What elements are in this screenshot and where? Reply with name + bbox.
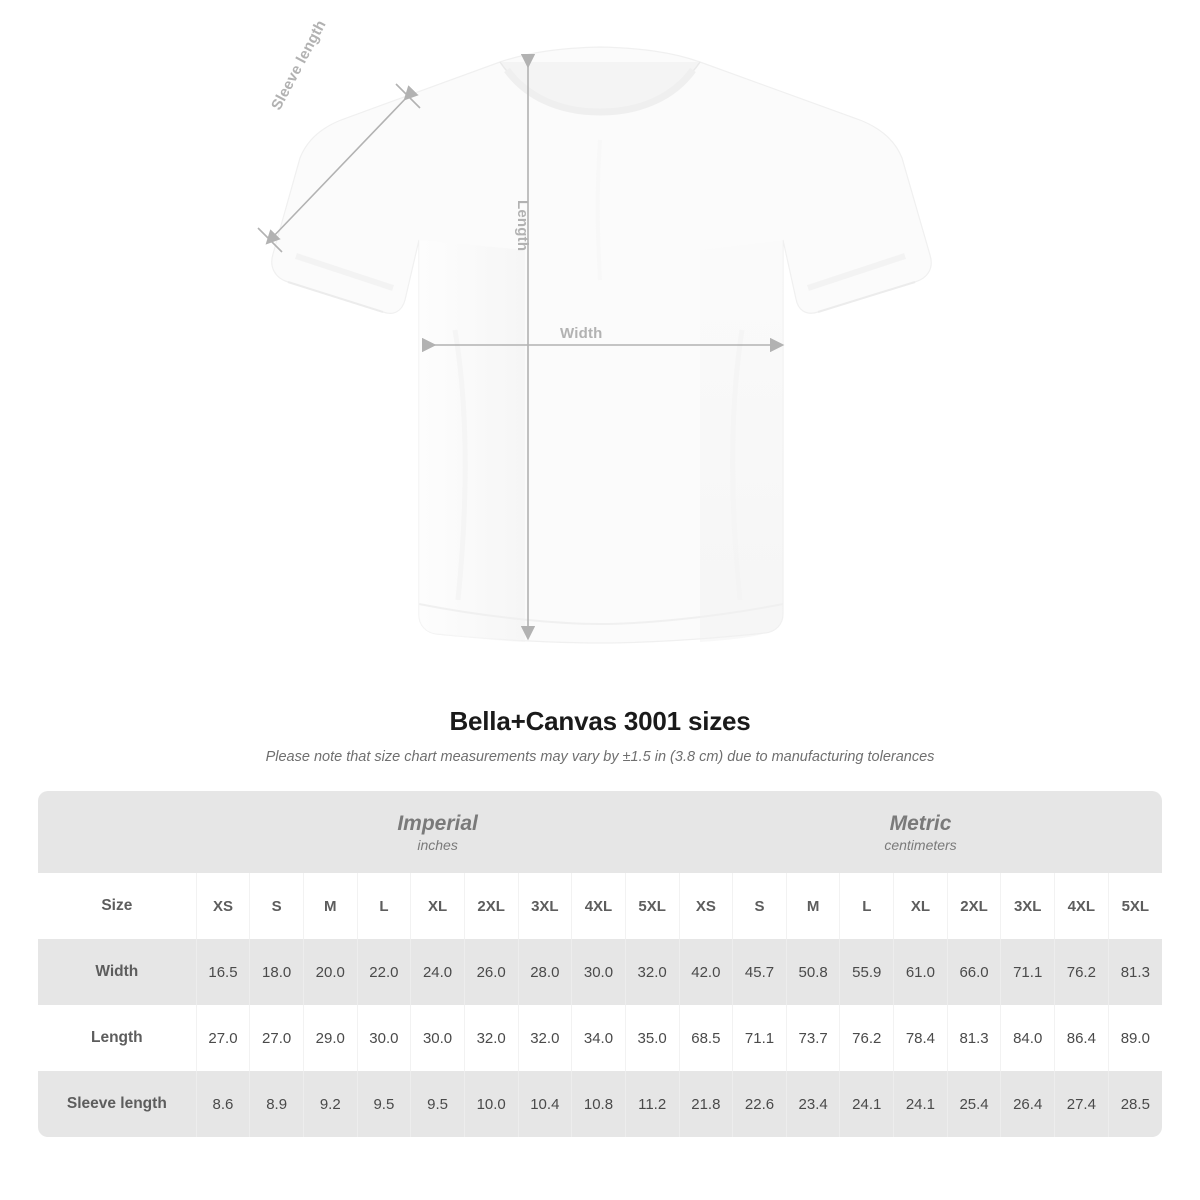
cell-width-metric-4xl: 76.2 bbox=[1055, 939, 1109, 1005]
cell-width-metric-m: 50.8 bbox=[786, 939, 840, 1005]
unit-header-metric bbox=[679, 791, 1162, 873]
cell-sleeve-metric-2xl: 25.4 bbox=[947, 1071, 1001, 1137]
size-cell-imperial-4xl: 4XL bbox=[572, 873, 626, 939]
size-cell-metric-xl: XL bbox=[894, 873, 948, 939]
unit-name-metric: Metric bbox=[889, 811, 952, 835]
cell-sleeve-metric-xs: 21.8 bbox=[679, 1071, 733, 1137]
cell-length-imperial-3xl: 32.0 bbox=[518, 1005, 572, 1071]
table-row bbox=[38, 1071, 1162, 1137]
cell-width-imperial-l: 22.0 bbox=[357, 939, 411, 1005]
cell-length-imperial-2xl: 32.0 bbox=[464, 1005, 518, 1071]
cell-length-imperial-xl: 30.0 bbox=[411, 1005, 465, 1071]
cell-length-metric-l: 76.2 bbox=[840, 1005, 894, 1071]
cell-sleeve-metric-s: 22.6 bbox=[733, 1071, 787, 1137]
size-cell-metric-4xl: 4XL bbox=[1055, 873, 1109, 939]
size-cell-imperial-5xl: 5XL bbox=[625, 873, 679, 939]
size-cell-imperial-l: L bbox=[357, 873, 411, 939]
cell-width-imperial-m: 20.0 bbox=[303, 939, 357, 1005]
unit-name-imperial: Imperial bbox=[397, 811, 478, 835]
size-cell-metric-2xl: 2XL bbox=[947, 873, 1001, 939]
size-table-wrapper bbox=[38, 791, 1162, 1137]
cell-length-metric-4xl: 86.4 bbox=[1055, 1005, 1109, 1071]
cell-length-metric-5xl: 89.0 bbox=[1108, 1005, 1162, 1071]
cell-width-metric-xl: 61.0 bbox=[894, 939, 948, 1005]
size-cell-imperial-s: S bbox=[250, 873, 304, 939]
cell-length-imperial-s: 27.0 bbox=[250, 1005, 304, 1071]
cell-sleeve-imperial-5xl: 11.2 bbox=[625, 1071, 679, 1137]
size-cell-metric-5xl: 5XL bbox=[1108, 873, 1162, 939]
cell-length-imperial-l: 30.0 bbox=[357, 1005, 411, 1071]
cell-sleeve-imperial-3xl: 10.4 bbox=[518, 1071, 572, 1137]
cell-width-metric-3xl: 71.1 bbox=[1001, 939, 1055, 1005]
page-title: Bella+Canvas 3001 sizes bbox=[449, 706, 751, 736]
cell-length-metric-s: 71.1 bbox=[733, 1005, 787, 1071]
cell-sleeve-metric-m: 23.4 bbox=[786, 1071, 840, 1137]
cell-length-imperial-5xl: 35.0 bbox=[625, 1005, 679, 1071]
cell-length-imperial-4xl: 34.0 bbox=[572, 1005, 626, 1071]
cell-width-imperial-xl: 24.0 bbox=[411, 939, 465, 1005]
cell-width-metric-2xl: 66.0 bbox=[947, 939, 1001, 1005]
cell-width-imperial-s: 18.0 bbox=[250, 939, 304, 1005]
cell-width-imperial-4xl: 30.0 bbox=[572, 939, 626, 1005]
cell-length-metric-xs: 68.5 bbox=[679, 1005, 733, 1071]
cell-sleeve-imperial-xs: 8.6 bbox=[196, 1071, 250, 1137]
cell-length-metric-3xl: 84.0 bbox=[1001, 1005, 1055, 1071]
unit-header-spacer bbox=[38, 791, 196, 873]
cell-sleeve-imperial-m: 9.2 bbox=[303, 1071, 357, 1137]
cell-length-metric-2xl: 81.3 bbox=[947, 1005, 1001, 1071]
size-cell-imperial-xl: XL bbox=[411, 873, 465, 939]
row-label-width: Width bbox=[38, 939, 196, 1005]
size-cell-metric-s: S bbox=[733, 873, 787, 939]
cell-sleeve-imperial-4xl: 10.8 bbox=[572, 1071, 626, 1137]
tolerance-note: Please note that size chart measurements may vary by ±1.5 in (3.8 cm) due to manufacturing tolerances bbox=[265, 749, 935, 765]
size-chart-table bbox=[38, 791, 1162, 1137]
size-cell-metric-xs: XS bbox=[679, 873, 733, 939]
size-cell-imperial-3xl: 3XL bbox=[518, 873, 572, 939]
cell-sleeve-metric-3xl: 26.4 bbox=[1001, 1071, 1055, 1137]
cell-width-imperial-2xl: 26.0 bbox=[464, 939, 518, 1005]
size-cell-metric-3xl: 3XL bbox=[1001, 873, 1055, 939]
size-cell-metric-m: M bbox=[786, 873, 840, 939]
cell-length-imperial-m: 29.0 bbox=[303, 1005, 357, 1071]
cell-width-metric-xs: 42.0 bbox=[679, 939, 733, 1005]
table-unit-header-row bbox=[38, 791, 1162, 873]
cell-sleeve-metric-xl: 24.1 bbox=[894, 1071, 948, 1137]
cell-width-imperial-3xl: 28.0 bbox=[518, 939, 572, 1005]
table-row bbox=[38, 1005, 1162, 1071]
cell-sleeve-imperial-xl: 9.5 bbox=[411, 1071, 465, 1137]
cell-width-imperial-xs: 16.5 bbox=[196, 939, 250, 1005]
size-cell-imperial-xs: XS bbox=[196, 873, 250, 939]
sleeve-length-label: Sleeve length bbox=[268, 17, 330, 113]
row-label-sleeve-length: Sleeve length bbox=[38, 1071, 196, 1137]
unit-sub-imperial: inches bbox=[417, 837, 458, 854]
cell-width-metric-s: 45.7 bbox=[733, 939, 787, 1005]
cell-length-imperial-xs: 27.0 bbox=[196, 1005, 250, 1071]
cell-length-metric-m: 73.7 bbox=[786, 1005, 840, 1071]
cell-sleeve-imperial-l: 9.5 bbox=[357, 1071, 411, 1137]
size-cell-imperial-2xl: 2XL bbox=[464, 873, 518, 939]
size-header-cell: Size bbox=[38, 873, 196, 939]
size-cell-metric-l: L bbox=[840, 873, 894, 939]
cell-width-metric-l: 55.9 bbox=[840, 939, 894, 1005]
cell-sleeve-metric-5xl: 28.5 bbox=[1108, 1071, 1162, 1137]
length-label: Length bbox=[514, 200, 531, 252]
unit-header-imperial bbox=[196, 791, 679, 873]
cell-length-metric-xl: 78.4 bbox=[894, 1005, 948, 1071]
cell-width-imperial-5xl: 32.0 bbox=[625, 939, 679, 1005]
row-label-length: Length bbox=[38, 1005, 196, 1071]
width-label: Width bbox=[560, 325, 603, 342]
cell-width-metric-5xl: 81.3 bbox=[1108, 939, 1162, 1005]
table-size-header-row bbox=[38, 873, 1162, 939]
table-row bbox=[38, 939, 1162, 1005]
chart-heading-block bbox=[0, 706, 1200, 765]
cell-sleeve-imperial-2xl: 10.0 bbox=[464, 1071, 518, 1137]
size-cell-imperial-m: M bbox=[303, 873, 357, 939]
unit-sub-metric: centimeters bbox=[884, 837, 957, 854]
cell-sleeve-metric-l: 24.1 bbox=[840, 1071, 894, 1137]
cell-sleeve-imperial-s: 8.9 bbox=[250, 1071, 304, 1137]
cell-sleeve-metric-4xl: 27.4 bbox=[1055, 1071, 1109, 1137]
